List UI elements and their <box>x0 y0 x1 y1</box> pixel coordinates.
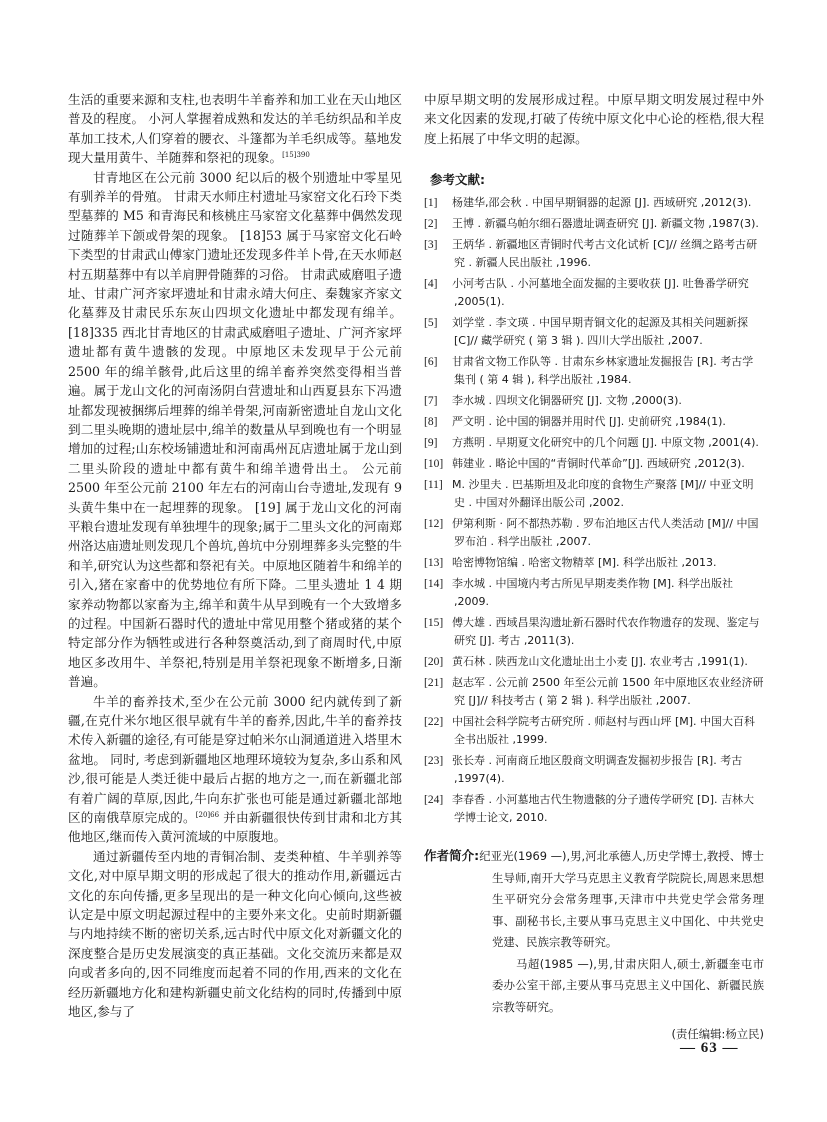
reference-number: [11] <box>424 479 443 492</box>
author-info <box>424 845 764 1046</box>
reference-item <box>424 515 764 551</box>
reference-number: [2] <box>424 218 438 231</box>
reference-item <box>424 752 764 788</box>
citation-superscript: [20]66 <box>195 810 220 819</box>
reference-item <box>424 236 764 272</box>
reference-item <box>424 476 764 512</box>
reference-number: [8] <box>424 416 438 429</box>
references-heading: 参考文献: <box>430 172 485 188</box>
reference-item <box>424 575 764 611</box>
reference-text: 甘肃省文物工作队等 . 甘肃东乡林家遗址发掘报告 [R]. 考古学集刊 ( 第 4 辑 ), 科学出版社 ,1984. <box>452 355 754 387</box>
reference-text: 小河考古队 . 小河墓地全面发掘的主要收获 [J]. 吐鲁番学研究 ,2005(1). <box>452 277 749 309</box>
reference-item <box>424 413 764 431</box>
reference-text: M. 沙里夫 . 巴基斯坦及北印度的食物生产聚落 [M]// 中亚文明史 . 中国对外翻译出版公司 ,2002. <box>452 478 754 510</box>
reference-text: 李水城 . 中国境内考古所见早期麦类作物 [M]. 科学出版社 ,2009. <box>452 577 734 609</box>
body-paragraph-continuation: 中原早期文明的发展形成过程。中原早期文明发展过程中外来文化因素的发现,打破了传统中原文化中心论的桎梏,很大程度上拓展了中华文明的起源。 <box>424 92 764 146</box>
reference-text: 杨建华,邵会秋 . 中国早期铜器的起源 [J]. 西域研究 ,2012(3). <box>452 196 752 210</box>
reference-text: 李水城 . 四坝文化铜器研究 [J]. 文物 ,2000(3). <box>452 394 682 408</box>
reference-number: [23] <box>424 755 444 768</box>
reference-item <box>424 314 764 350</box>
reference-text: 严文明 . 论中国的铜器并用时代 [J]. 史前研究 ,1984(1). <box>452 415 726 429</box>
paragraph-text: 生活的重要来源和支柱,也表明牛羊畜养和加工业在天山地区普及的程度。 小河人掌握着成熟和发达的羊毛纺织品和羊皮革加工技术,人们穿着的腰衣、斗篷都为羊毛织成等。墓地发现大量用黄牛、羊随葬和祭祀的现象。 <box>68 92 402 166</box>
reference-item <box>424 353 764 389</box>
reference-text: 黄石林 . 陕西龙山文化遗址出土小麦 [J]. 农业考古 ,1991(1). <box>452 655 748 669</box>
body-paragraph-2: 甘青地区在公元前 3000 纪以后的极个别遗址中零星见有驯养羊的骨殖。 甘肃天水师庄村遗址马家窑文化石玲下类型墓葬的 M5 和青海民和核桃庄马家窑文化墓葬中偶然发现过随葬羊下颌或骨架的现象。 [18]53 属于马家窑文化石岭下类型的甘肃武山傅家门遗址还发现多件羊卜骨,在天水师赵村五期墓葬中有以羊肩胛骨随葬的习俗。 甘肃武威磨咀子遗址、甘肃广河齐家坪遗址和甘肃永靖大何庄、秦魏家齐家文化墓葬及甘肃民乐东灰山四坝文化遗址中都发现有绵羊。 [18]335 西北甘青地区的甘肃武威磨咀子遗址、广河齐家坪遗址都有黄牛遗骸的发现。中原地区未发现早于公元前 2500 年的绵羊骸骨,此后这里的绵羊畜养突然变得相当普遍。属于龙山文化的河南汤阴白营遗址和山西夏县东下冯遗址都发现被捆绑后埋葬的绵羊骨架,河南新密遗址自龙山文化到二里头晚期的遗址层中,绵羊的数量从早到晚也有一个明显增加的过程;山东校场铺遗址和河南禹州瓦店遗址属于龙山到二里头阶段的遗址中都有黄牛和绵羊遗骨出土。 公元前 2500 年至公元前 2100 年左右的河南山台寺遗址,发现有 9 头黄牛集中在一起埋葬的现象。 [19] 属于龙山文化的河南平粮台遗址发现有单独埋牛的现象;属于二里头文化的河南郑州洛达庙遗址则发现几个兽坑,兽坑中分别埋葬多头完整的牛和羊,研究认为这些都和祭祀有关。中原地区随着牛和绵羊的引入,猪在家畜中的优势地位有所下降。二里头遗址 1 4 期家养动物都以家畜为主,绵羊和黄牛从早到晚有一个大致增多的过程。中国新石器时代的遗址中常见用整个猪或猪的某个特定部分作为牺牲或进行各种祭奠活动,到了商周时代,中原地区多改用牛、羊祭祀,特别是用羊祭祀现象不断增多,日渐普遍。 <box>68 169 402 690</box>
reference-item <box>424 392 764 410</box>
reference-text: 刘学堂 . 李文瑛 . 中国早期青铜文化的起源及其相关问题新探 [C]// 藏学研究 ( 第 3 辑 ). 四川大学出版社 ,2007. <box>452 316 748 348</box>
reference-number: [3] <box>424 239 438 252</box>
reference-number: [20] <box>424 656 444 669</box>
reference-text: 李春香 . 小河墓地古代生物遗骸的分子遗传学研究 [D]. 吉林大学博士论文, 2010. <box>452 793 755 825</box>
reference-number: [1] <box>424 197 438 210</box>
reference-number: [6] <box>424 356 438 369</box>
body-paragraph-3 <box>68 692 402 847</box>
reference-item <box>424 674 764 710</box>
reference-item <box>424 554 764 572</box>
reference-item <box>424 215 764 233</box>
reference-number: [14] <box>424 578 444 591</box>
reference-item <box>424 455 764 473</box>
paragraph-text: 牛羊的畜养技术,至少在公元前 3000 纪内就传到了新疆,在克什米尔地区很早就有牛羊的畜养,因此,牛羊的畜养技术传入新疆的途径,有可能是穿过帕米尔山洞通道进入塔里木盆地。 同时, 考虑到新疆地区地理环境较为复杂,多山系和风沙,很可能是人类迁徙中最后占据的地方之一,而在新疆北部有着广阔的草原,因此,牛向东扩张也可能是通过新疆北部地区的南俄草原完成的。 <box>68 693 402 826</box>
page-number: — 63 — <box>680 1040 739 1056</box>
reference-number: [12] <box>424 518 444 531</box>
reference-item <box>424 713 764 749</box>
reference-number: [7] <box>424 395 438 408</box>
author-1 <box>424 845 764 954</box>
author-label: 作者简介: <box>424 848 480 864</box>
reference-number: [9] <box>424 437 438 450</box>
reference-text: 张长寿 . 河南商丘地区殷商文明调查发掘初步报告 [R]. 考古 ,1997(4). <box>452 754 743 786</box>
reference-number: [13] <box>424 557 444 570</box>
reference-text: 傅大雄 . 西域昌果沟遗址新石器时代农作物遗存的发现、鉴定与研究 [J]. 考古 ,2011(3). <box>452 616 760 648</box>
body-paragraph-1 <box>68 90 402 168</box>
left-column <box>68 90 402 1022</box>
reference-number: [21] <box>424 677 444 690</box>
reference-text: 伊第利斯 · 阿不都热苏勒 . 罗布泊地区古代人类活动 [M]// 中国罗布泊 . 科学出版社 ,2007. <box>452 517 759 549</box>
reference-number: [5] <box>424 317 438 330</box>
reference-text: 方燕明 . 早期夏文化研究中的几个问题 [J]. 中原文物 ,2001(4). <box>452 436 759 450</box>
author-2: 马超(1985 —),男,甘肃庆阳人,硕士,新疆奎屯市委办公室干部,主要从事马克思主义中国化、新疆民族宗教等研究。 <box>492 956 764 1014</box>
reference-text: 韩建业 . 略论中国的“青铜时代革命”[J]. 西域研究 ,2012(3). <box>452 457 745 471</box>
paragraph-text-cont: 并由新疆很快传到甘肃和北方其他地区,继而传入黄河流域的中原腹地。 <box>68 810 402 845</box>
reference-text: 哈密博物馆编 . 哈密文物精萃 [M]. 科学出版社 ,2013. <box>452 556 717 570</box>
reference-item <box>424 194 764 212</box>
body-paragraph-4: 通过新疆传至内地的青铜冶制、麦类种植、牛羊驯养等文化,对中原早期文明的形成起了很大的推动作用,新疆远古文化的东向传播,更多呈现出的是一种文化向心倾向,这些被认定是中原文明起源过程中的主要外来文化。史前时期新疆与内地持续不断的密切关系,远古时代中原文化对新疆文化的深度整合是历史发展演变的真正基础。文化交流历来都是双向或者多向的,因不同维度而起着不同的作用,西来的文化在经历新疆地方化和建构新疆史前文化结构的同时,传播到中原地区,参与了 <box>68 848 402 1020</box>
citation-superscript: [15]390 <box>282 151 310 160</box>
right-column <box>424 90 764 1046</box>
author-1-text: 纪亚光(1969 —),男,河北承德人,历史学博士,教授、博士生导师,南开大学马克思主义教育学院院长,周恩来思想生平研究分会常务理事,天津市中共党史学会常务理事、副秘书长,主要从事马克思主义中国化、中共党史党建、民族宗教等研究。 <box>479 849 764 950</box>
reference-number: [4] <box>424 278 438 291</box>
reference-number: [15] <box>424 617 444 630</box>
reference-text: 王炳华 . 新疆地区青铜时代考古文化试析 [C]// 丝绸之路考古研究 . 新疆人民出版社 ,1996. <box>452 238 758 270</box>
reference-item <box>424 791 764 827</box>
reference-text: 中国社会科学院考古研究所 . 师赵村与西山坪 [M]. 中国大百科全书出版社 ,1999. <box>452 715 756 747</box>
reference-item <box>424 614 764 650</box>
reference-item <box>424 653 764 671</box>
reference-item <box>424 434 764 452</box>
reference-number: [10] <box>424 458 444 471</box>
reference-number: [24] <box>424 794 444 807</box>
reference-number: [22] <box>424 716 444 729</box>
reference-text: 王博 . 新疆乌帕尔细石器遗址调查研究 [J]. 新疆文物 ,1987(3). <box>452 217 759 231</box>
reference-item <box>424 275 764 311</box>
reference-text: 赵志军 . 公元前 2500 年至公元前 1500 年中原地区农业经济研究 [J]// 科技考古 ( 第 2 辑 ). 科学出版社 ,2007. <box>452 676 764 708</box>
references-list <box>424 194 764 827</box>
editor-note: (责任编辑:杨立民) <box>671 1027 764 1042</box>
